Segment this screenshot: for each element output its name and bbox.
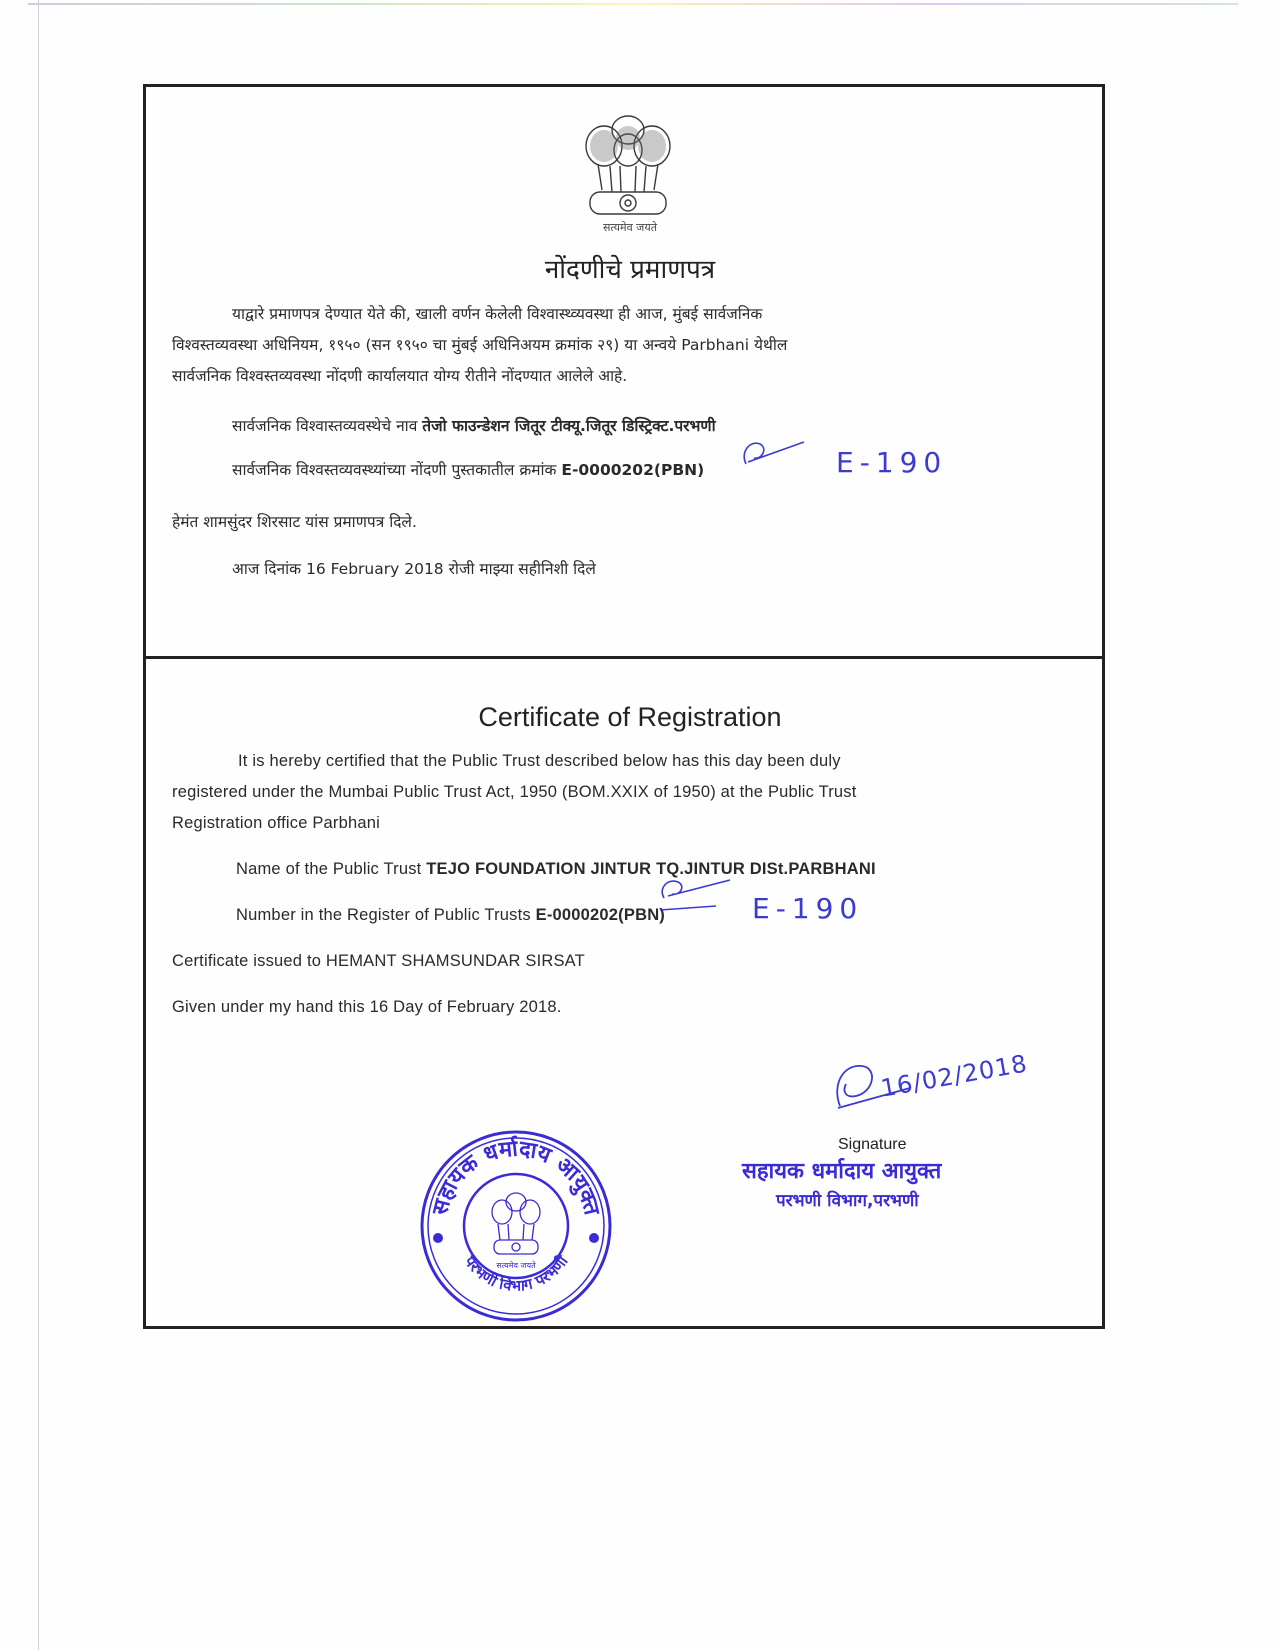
- marathi-para-line-3: सार्वजनिक विश्वस्तव्यवस्था नोंदणी कार्यालयात योग्य रीतीने नोंदण्यात आलेले आहे.: [172, 367, 628, 385]
- scan-edge-left: [38, 0, 39, 1650]
- marathi-issued-to: हेमंत शामसुंदर शिरसाट यांस प्रमाणपत्र दिले.: [172, 513, 417, 531]
- signature-date: 16/02/2018: [878, 1049, 1030, 1103]
- seal-text-top: सहायक धर्मादाय आयुक्त: [427, 1136, 605, 1218]
- section-divider: [143, 656, 1105, 659]
- trust-name-label: Name of the Public Trust: [236, 860, 422, 878]
- register-value: E-0000202(PBN): [535, 906, 666, 924]
- initial-mark-icon: [656, 876, 736, 916]
- english-issued-to: Certificate issued to HEMANT SHAMSUNDAR SIRSAT: [172, 952, 585, 970]
- seal-text-bottom: परभणी विभाग परभणी: [460, 1252, 572, 1295]
- trust-name-label: सार्वजनिक विश्वास्तव्यवस्थेचे नाव: [232, 417, 418, 435]
- marathi-para-line-1: याद्वारे प्रमाणपत्र देण्यात येते की, खाली वर्णन केलेली विश्वास्थ्व्यवस्था ही आज, मुंबई सार्वजनिक: [232, 305, 763, 323]
- emblem-motto: सत्यमेव जयते: [602, 221, 657, 234]
- english-given-line: Given under my hand this 16 Day of February 2018.: [172, 998, 562, 1016]
- ashoka-emblem-icon: [580, 108, 676, 228]
- seal-motto: सत्यमेव जयते: [496, 1261, 536, 1270]
- register-value: E-0000202(PBN): [561, 461, 705, 479]
- english-para-line-1: It is hereby certified that the Public Trust described below has this day been duly: [238, 752, 841, 770]
- register-label: सार्वजनिक विश्वस्तव्यवस्थ्यांच्या नोंदणी पुस्तकातील क्रमांक: [232, 461, 557, 479]
- english-para-line-2: registered under the Mumbai Public Trust Act, 1950 (BOM.XXIX of 1950) at the Public Trust: [172, 783, 857, 801]
- register-label: Number in the Register of Public Trusts: [236, 906, 531, 924]
- handwritten-number: E-190: [836, 446, 948, 479]
- trust-name-value: TEJO FOUNDATION JINTUR TQ.JINTUR DISt.PARBHANI: [426, 860, 876, 878]
- scan-edge: [28, 3, 1238, 5]
- signature-label: Signature: [838, 1136, 907, 1153]
- english-trust-name: [236, 860, 876, 879]
- handwritten-number: E-190: [752, 892, 864, 925]
- english-para-line-3: Registration office Parbhani: [172, 814, 380, 832]
- english-title: Certificate of Registration: [478, 702, 782, 732]
- svg-text:सहायक धर्मादाय आयुक्त: [428, 1134, 605, 1218]
- trust-name-value: तेजो फाउन्डेशन जितूर टीक्यू.जितूर डिस्ट्रिक्ट.परभणी: [422, 417, 716, 435]
- initial-mark-icon: [738, 436, 808, 470]
- signature-designation: सहायक धर्मादाय आयुक्त: [742, 1159, 942, 1184]
- svg-text:परभणी विभाग परभणी: [460, 1252, 572, 1295]
- marathi-given-line: आज दिनांक 16 February 2018 रोजी माझ्या सहीनिशी दिले: [232, 560, 596, 578]
- official-seal-icon: [418, 1128, 614, 1324]
- marathi-trust-name: [232, 414, 716, 436]
- signature-office: परभणी विभाग,परभणी: [776, 1191, 919, 1211]
- english-register-number: [236, 906, 665, 925]
- marathi-para-line-2: विश्वस्तव्यवस्था अधिनियम, १९५० (सन १९५० चा मुंबई अधिनिअयम क्रमांक २९) या अन्वये Parbhani येथील: [172, 336, 788, 354]
- marathi-title: नोंदणीचे प्रमाणपत्र: [544, 255, 716, 285]
- marathi-register-number: [232, 458, 704, 480]
